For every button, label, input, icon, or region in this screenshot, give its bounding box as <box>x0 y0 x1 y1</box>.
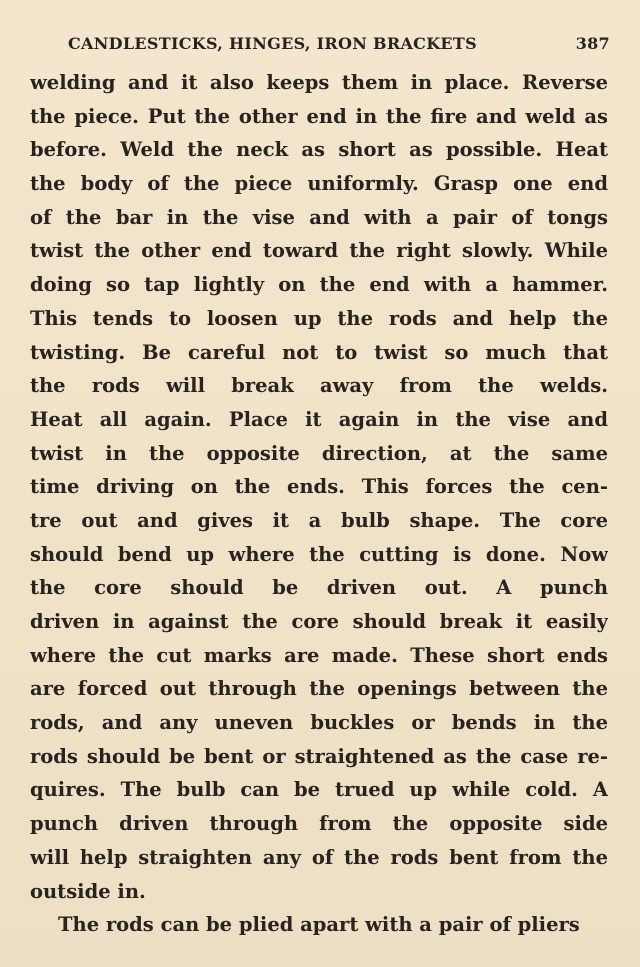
running-header <box>68 34 610 58</box>
text-line: will help straighten any of the rods bent from the <box>30 845 608 869</box>
text-line: twisting. Be careful not to twist so much that <box>30 340 608 364</box>
text-line: doing so tap lightly on the end with a hammer. <box>30 273 608 297</box>
body-text <box>30 66 608 942</box>
text-line: the core should be driven out. A punch <box>30 576 608 600</box>
text-line: twist in the opposite direction, at the same <box>30 441 608 465</box>
text-line: rods, and any uneven buckles or bends in the <box>30 711 608 735</box>
text-line: before. Weld the neck as short as possible. Heat <box>30 138 608 162</box>
text-line: driven in against the core should break it easily <box>30 610 608 633</box>
text-line: tre out and gives it a bulb shape. The core <box>30 508 608 532</box>
text-line: should bend up where the cutting is done. Now <box>30 542 608 566</box>
text-line: where the cut marks are made. These short ends <box>30 643 608 667</box>
page-number: 387 <box>575 34 610 53</box>
text-line: twist the other end toward the right slowly. While <box>30 239 608 263</box>
text-line: Heat all again. Place it again in the vise and <box>30 407 608 431</box>
text-line: the body of the piece uniformly. Grasp one end <box>30 172 608 196</box>
text-line: of the bar in the vise and with a pair of tongs <box>30 205 608 229</box>
text-line: the piece. Put the other end in the fire and weld as <box>30 104 608 128</box>
text-line-paragraph-end: outside in. <box>30 879 146 903</box>
text-line: time driving on the ends. This forces the cen- <box>30 475 608 499</box>
text-line: rods should be bent or straightened as the case re- <box>30 744 608 768</box>
text-line: are forced out through the openings between the <box>30 677 608 701</box>
text-line: This tends to loosen up the rods and help the <box>30 306 608 330</box>
text-line: punch driven through from the opposite side <box>30 812 608 836</box>
text-line-new-paragraph: The rods can be plied apart with a pair of pliers <box>58 913 580 937</box>
text-line: the rods will break away from the welds. <box>30 374 608 398</box>
chapter-title: CANDLESTICKS, HINGES, IRON BRACKETS <box>68 34 477 53</box>
text-line: welding and it also keeps them in place. Reverse <box>30 71 608 94</box>
text-line: quires. The bulb can be trued up while cold. A <box>30 778 608 802</box>
